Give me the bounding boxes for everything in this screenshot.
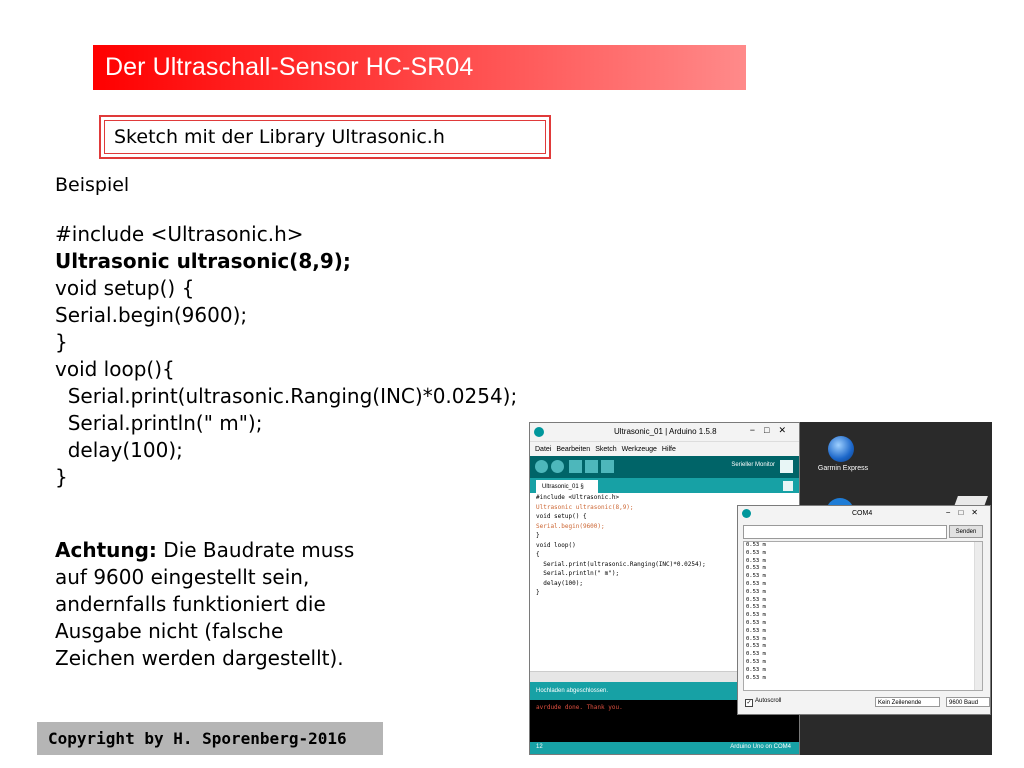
code-line: void loop(){: [55, 357, 175, 381]
arduino-tabbar: [530, 478, 799, 494]
arduino-logo-icon: [742, 509, 751, 518]
menu-sketch[interactable]: Sketch: [595, 445, 617, 453]
arduino-menubar: [530, 442, 799, 456]
editor-line: void loop(): [536, 541, 576, 549]
menu-datei[interactable]: Datei: [535, 445, 552, 453]
window-controls[interactable]: −□✕: [749, 425, 795, 435]
arduino-window-title: Ultrasonic_01 | Arduino 1.5.8: [614, 427, 717, 436]
subtitle-text: Sketch mit der Library Ultrasonic.h: [114, 126, 445, 148]
serial-scrollbar[interactable]: [974, 542, 982, 690]
serial-output-line: 0.53 m: [746, 565, 766, 572]
editor-line: {: [536, 551, 540, 558]
editor-line: Serial.print(ultrasonic.Ranging(INC)*0.0254);: [536, 560, 706, 568]
open-icon[interactable]: [585, 460, 598, 473]
arduino-status: Hochladen abgeschlossen.: [530, 682, 799, 700]
serial-bottom-bar: [743, 696, 987, 710]
code-line: Serial.println(" m");: [55, 411, 263, 435]
save-icon[interactable]: [601, 460, 614, 473]
new-icon[interactable]: [569, 460, 582, 473]
serial-output-line: 0.53 m: [746, 619, 766, 626]
serial-output-line: 0.53 m: [746, 658, 766, 665]
serial-output-line: 0.53 m: [746, 674, 766, 681]
note-bold: Achtung:: [55, 538, 157, 562]
menu-bearbeiten[interactable]: Bearbeiten: [556, 445, 591, 453]
editor-line: Serial.println(" m");: [536, 570, 620, 577]
editor-line: }: [536, 589, 540, 596]
serial-output-line: 0.53 m: [746, 643, 766, 650]
serial-output-line: 0.53 m: [746, 557, 766, 564]
serial-output-line: 0.53 m: [746, 588, 766, 595]
arduino-logo-icon: [534, 427, 544, 437]
code-line: Serial.begin(9600);: [55, 303, 248, 327]
line-number: 12: [536, 744, 543, 750]
note-text: Achtung: Die Baudrate muss auf 9600 eingestellt sein, andernfalls funktioniert die Ausgabe nicht (falsche Zeichen werden dargestellt).: [55, 538, 355, 670]
tab-ultrasonic[interactable]: Ultrasonic_01 §: [536, 480, 598, 494]
example-label: Beispiel: [55, 174, 130, 196]
serial-output-line: 0.53 m: [746, 612, 766, 619]
autoscroll-label: Autoscroll: [755, 698, 782, 704]
serial-output-line: 0.53 m: [746, 596, 766, 603]
editor-line: Serial.begin(9600);: [536, 522, 605, 530]
serial-output: [743, 541, 983, 691]
serial-output-line: 0.53 m: [746, 627, 766, 634]
code-block: [55, 221, 517, 491]
arduino-titlebar: [530, 423, 799, 442]
serial-monitor-titlebar: [738, 506, 990, 522]
serial-output-line: 0.53 m: [746, 635, 766, 642]
slide-title-bar: [93, 45, 746, 90]
editor-line: void setup() {: [536, 513, 587, 520]
code-line: Ultrasonic ultrasonic(8,9);: [55, 249, 351, 273]
code-line: }: [55, 330, 68, 354]
menu-werkzeuge[interactable]: Werkzeuge: [621, 445, 657, 453]
menu-hilfe[interactable]: Hilfe: [661, 445, 676, 453]
arduino-toolbar: [530, 456, 799, 478]
serial-output-line: 0.53 m: [746, 542, 766, 548]
serial-output-line: 0.53 m: [746, 604, 766, 611]
baud-select[interactable]: 9600 Baud: [946, 697, 990, 707]
code-line: }: [55, 465, 68, 489]
code-line: Serial.print(ultrasonic.Ranging(INC)*0.0254);: [55, 384, 518, 408]
copyright-text: Copyright by H. Sporenberg-2016: [48, 729, 347, 748]
editor-line: #include <Ultrasonic.h>: [536, 494, 620, 501]
serial-output-line: 0.53 m: [746, 580, 766, 587]
editor-line: delay(100);: [536, 579, 583, 587]
tab-menu-icon[interactable]: [783, 481, 793, 491]
code-line: delay(100);: [55, 438, 183, 462]
slide-title: Der Ultraschall-Sensor HC-SR04: [105, 53, 474, 81]
editor-line: }: [536, 532, 540, 539]
serial-output-line: 0.53 m: [746, 573, 766, 580]
serial-output-line: 0.53 m: [746, 549, 766, 556]
upload-icon[interactable]: [551, 460, 564, 473]
line-ending-select[interactable]: Kein Zeilenende: [875, 697, 940, 707]
autoscroll-checkbox[interactable]: ✓: [746, 700, 752, 706]
board-info: Arduino Uno on COM4: [730, 744, 791, 750]
code-line: #include <Ultrasonic.h>: [55, 222, 304, 246]
editor-line: Ultrasonic ultrasonic(8,9);: [536, 503, 634, 511]
serial-output-line: 0.53 m: [746, 651, 766, 658]
copyright-footer: [37, 722, 383, 755]
garmin-express-icon: [828, 436, 854, 462]
verify-icon[interactable]: [535, 460, 548, 473]
serial-monitor-icon[interactable]: [780, 460, 793, 473]
send-button[interactable]: Senden: [949, 525, 983, 538]
arduino-console: avrdude done. Thank you.: [530, 700, 799, 742]
serial-monitor-title: COM4: [852, 510, 873, 517]
serial-monitor-window: [737, 505, 991, 715]
serial-input[interactable]: [743, 525, 947, 539]
code-line: void setup() {: [55, 276, 195, 300]
subtitle-box: [99, 115, 551, 159]
serial-monitor-label: Serieller Monitor: [731, 462, 775, 468]
desktop-icon-label: Garmin Express: [817, 465, 869, 472]
arduino-footer: [530, 742, 799, 754]
serial-output-line: 0.53 m: [746, 666, 766, 673]
window-controls[interactable]: −□✕: [945, 508, 986, 517]
